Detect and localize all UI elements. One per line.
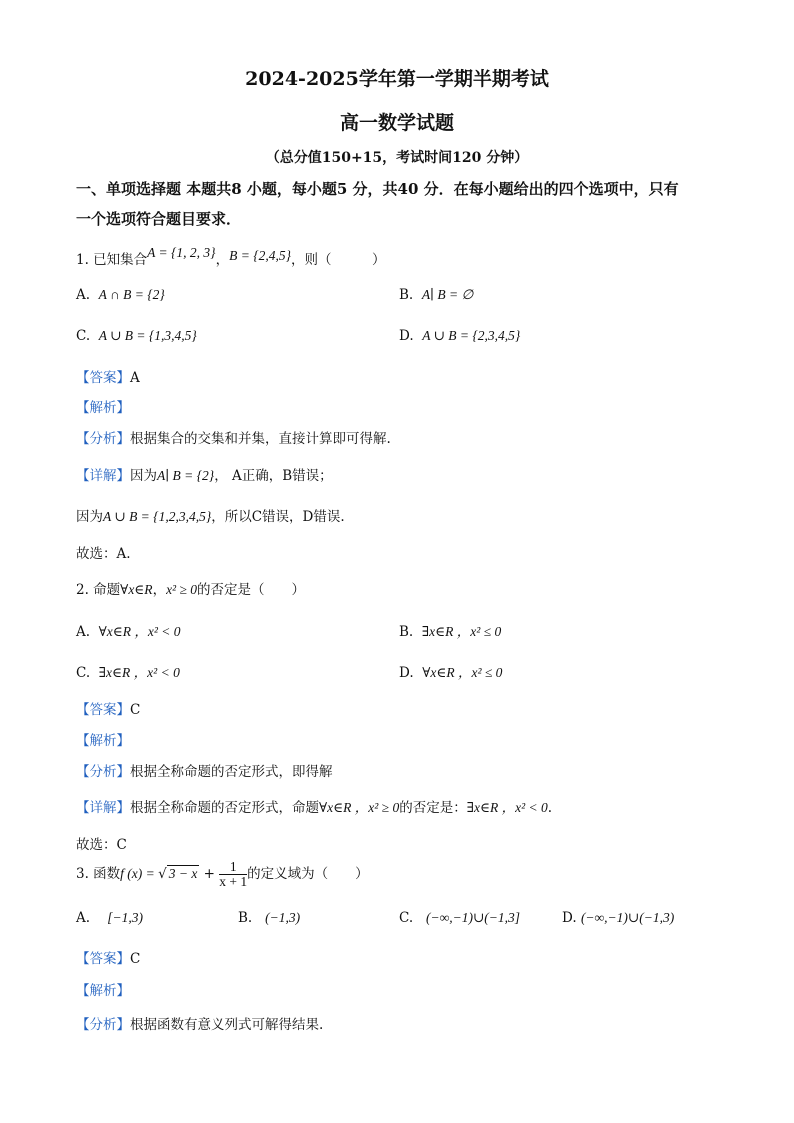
option-expr: A ∩ B = {2} <box>98 287 165 302</box>
q1-option-c <box>76 328 197 344</box>
detail-text: 的否定是： <box>399 800 467 816</box>
q1-analysis <box>76 396 130 416</box>
detail-tag: 【详解】 <box>76 800 130 816</box>
fenxi-text: 根据集合的交集和并集，直接计算即可得解. <box>130 431 391 447</box>
q1-set-b: B = {2,4,5} <box>229 248 291 263</box>
q1-option-d <box>399 328 520 344</box>
q3-analysis <box>76 979 130 999</box>
exam-note: （总分值150+15，考试时间120 分钟） <box>265 150 529 166</box>
q1-stem <box>76 245 386 268</box>
q1-fenxi <box>76 427 391 447</box>
option-expr: [−1,3) <box>107 910 143 925</box>
option-expr: (−∞,−1)∪(−1,3] <box>426 910 521 925</box>
option-expr: A∣ B = ∅ <box>421 287 474 302</box>
q3-frac-den: x + 1 <box>219 874 248 889</box>
option-expr: ∃x∈R ，x² ≤ 0 <box>421 624 502 639</box>
q3-plus: + <box>199 866 220 882</box>
q2-answer <box>76 698 140 718</box>
q2-option-b <box>399 620 501 640</box>
detail-expr: A ∪ B = {1,2,3,4,5} <box>103 509 212 524</box>
q1-detail-1 <box>76 464 333 484</box>
q2-option-c <box>76 661 180 681</box>
option-letter: D. <box>399 665 414 681</box>
detail-text: 因为 <box>130 468 157 484</box>
detail-text: . <box>547 800 553 816</box>
answer-tag: 【答案】 <box>76 702 130 718</box>
q2-option-d <box>399 661 502 681</box>
answer-tag: 【答案】 <box>76 370 130 386</box>
q1-detail-2 <box>76 505 345 525</box>
analysis-tag: 【解析】 <box>76 400 130 416</box>
detail-text: ， A正确，B错误； <box>214 468 333 484</box>
option-expr: ∀x∈R ，x² < 0 <box>98 624 181 639</box>
answer-value: C <box>130 951 141 967</box>
q3-option-c <box>399 910 520 926</box>
q2-stem <box>76 578 305 598</box>
option-expr: ∀x∈R ，x² ≤ 0 <box>422 665 503 680</box>
fenxi-text: 根据全称命题的否定形式，即得解 <box>130 764 333 780</box>
fenxi-text: 根据函数有意义列式可解得结果. <box>130 1017 324 1033</box>
detail-expr: A∣ B = {2} <box>157 468 215 483</box>
q3-sqrt-body: 3 − x <box>168 866 198 881</box>
q2-expr2: x² ≥ 0 <box>166 582 198 597</box>
answer-value: C <box>130 702 141 718</box>
q3-fenxi <box>76 1013 323 1033</box>
detail-text: ，所以C错误，D错误. <box>211 509 345 525</box>
option-letter: B. <box>399 287 414 303</box>
q3-option-a <box>76 910 143 926</box>
q3-frac-num: 1 <box>219 860 247 875</box>
answer-value: A <box>130 370 140 386</box>
option-letter: A. <box>76 624 91 640</box>
q1-conclusion: 故选：A. <box>76 546 131 562</box>
q3-stem-b: 的定义域为（ ） <box>247 866 369 882</box>
q2-stem-mid: ， <box>152 582 167 598</box>
detail-text: 因为 <box>76 509 103 525</box>
option-expr: A ∪ B = {2,3,4,5} <box>422 328 521 343</box>
option-letter: C. <box>399 910 414 926</box>
q2-conclusion: 故选：C <box>76 837 127 853</box>
q1-set-a: A = {1, 2, 3} <box>147 245 216 260</box>
section-heading-line1: 一、单项选择题 本题共8 小题，每小题5 分，共40 分．在每小题给出的四个选项中，只有 <box>76 180 679 198</box>
option-letter: C. <box>76 665 91 681</box>
q1-option-a <box>76 287 165 303</box>
detail-text: 根据全称命题的否定形式，命题 <box>130 800 319 816</box>
option-expr: A ∪ B = {1,3,4,5} <box>98 328 197 343</box>
q2-stem-a: 2. 命题 <box>76 582 121 598</box>
option-letter: A. <box>76 910 91 926</box>
q1-comma: ， <box>215 252 230 268</box>
analysis-tag: 【解析】 <box>76 983 130 999</box>
option-letter: D. <box>562 910 577 926</box>
sqrt-icon: √ <box>158 866 167 882</box>
q2-analysis <box>76 729 130 749</box>
option-letter: C. <box>76 328 91 344</box>
detail-tag: 【详解】 <box>76 468 130 484</box>
q1-stem-suffix: ，则（ ） <box>291 252 386 268</box>
q3-stem-a: 3. 函数 <box>76 866 121 882</box>
q1-option-b <box>399 287 473 303</box>
fenxi-tag: 【分析】 <box>76 431 130 447</box>
section-heading-line2: 一个选项符合题目要求． <box>76 210 242 228</box>
exam-subtitle: 高一数学试题 <box>339 112 454 134</box>
q3-function: f (x) = <box>120 866 159 881</box>
q1-answer <box>76 366 140 386</box>
fenxi-tag: 【分析】 <box>76 1017 130 1033</box>
option-letter: A. <box>76 287 91 303</box>
option-letter: B. <box>399 624 414 640</box>
q3-stem <box>76 860 369 889</box>
fenxi-tag: 【分析】 <box>76 764 130 780</box>
exam-title: 2024-2025学年第一学期半期考试 <box>245 68 549 90</box>
q2-expr1: ∀x∈R <box>120 582 153 597</box>
detail-expr: ∃x∈R ，x² < 0 <box>466 800 548 815</box>
option-expr: (−∞,−1)∪(−1,3) <box>580 910 675 925</box>
option-letter: B. <box>238 910 253 926</box>
q2-option-a <box>76 620 181 640</box>
analysis-tag: 【解析】 <box>76 733 130 749</box>
option-expr: ∃x∈R ，x² < 0 <box>98 665 180 680</box>
q3-answer <box>76 947 140 967</box>
option-expr: (−1,3) <box>265 910 301 925</box>
detail-expr: ∀x∈R ，x² ≥ 0 <box>319 800 400 815</box>
q1-stem-prefix: 1. 已知集合 <box>76 252 148 268</box>
q2-fenxi <box>76 760 333 780</box>
q2-detail <box>76 796 552 816</box>
q3-option-b <box>238 910 300 926</box>
option-letter: D. <box>399 328 414 344</box>
q3-fraction <box>219 860 247 889</box>
answer-tag: 【答案】 <box>76 951 130 967</box>
q3-option-d <box>562 910 674 926</box>
q2-stem-b: 的否定是（ ） <box>197 582 306 598</box>
